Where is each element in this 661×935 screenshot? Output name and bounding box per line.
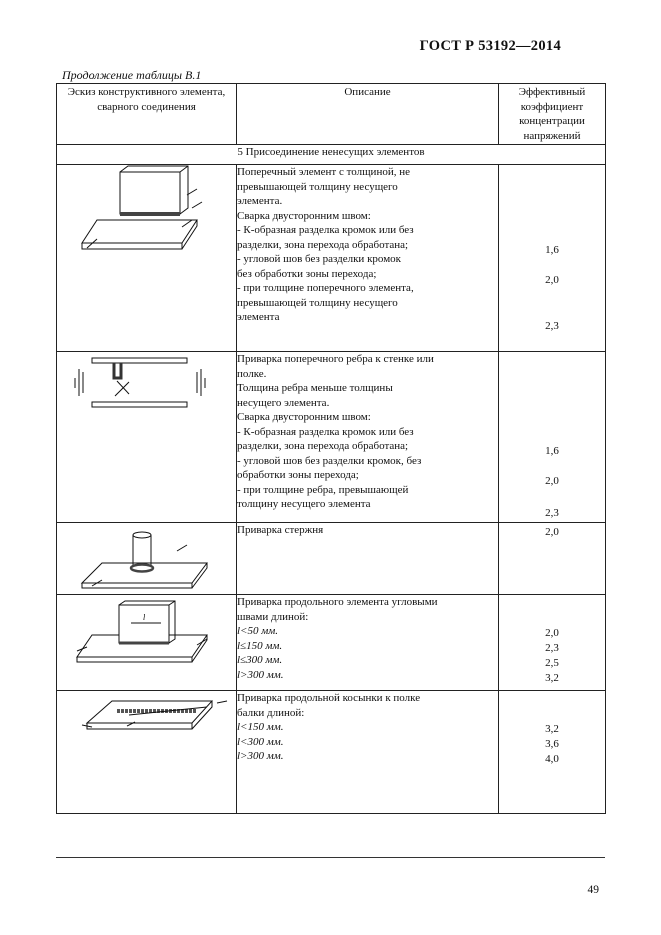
desc-line: Приварка поперечного ребра к стенке или [237,353,434,365]
gusset-sketch [57,691,237,813]
sketch-cell [57,165,237,352]
desc-line: l>300 мм. [237,668,284,681]
desc-line: элемента [237,311,280,323]
desc-line: l>300 мм. [237,750,284,762]
coefficient-value: 2,5 [545,657,559,669]
desc-line: - угловой шов без разделки кромок [237,253,402,265]
desc-line: полке. [237,367,267,380]
coefficient-value: 3,6 [545,738,559,750]
footer-rule [56,857,605,858]
coefficient-value: 2,0 [545,627,559,639]
coefficient-value: 3,2 [545,723,559,735]
longitudinal-element-sketch [57,595,237,690]
col-header-description: Описание [237,84,499,145]
desc-line: разделки, зона перехода обработана; [237,440,409,452]
coefficient-value: 3,2 [545,672,559,684]
transverse-rib-sketch [57,352,237,522]
coefficient-value: 2,3 [545,507,559,519]
table-row [57,352,606,523]
description-cell [237,165,499,352]
sketch-cell [57,352,237,523]
desc-line: разделки, зона перехода обработана; [237,238,409,251]
desc-line: - К-образная разделка кромок или без [237,425,414,438]
coefficient-value: 2,3 [545,320,559,332]
col-header-coefficient: Эффективный коэффициент концентрации напряжений [499,84,606,145]
table-header-row [57,84,606,145]
sketch-cell [57,691,237,814]
desc-line: швами длиной: [237,610,309,623]
desc-line: Приварка стержня [237,524,324,536]
sketch-cell [57,595,237,691]
coefficient-cell [499,352,606,523]
desc-line: обработки зоны перехода; [237,469,359,481]
desc-line: l<150 мм. [237,721,284,733]
table-continuation-caption: Продолжение таблицы В.1 [62,68,202,82]
section-title: 5 Присоединение ненесущих элементов [57,145,606,165]
coefficient-cell [499,595,606,691]
desc-line: Толщина ребра меньше толщины [237,382,393,394]
desc-line: без обработки зоны перехода; [237,267,377,280]
desc-line: l<50 мм. [237,625,279,637]
coefficient-value: 4,0 [545,753,559,765]
col-header-sketch: Эскиз конструктивного элемента, сварного соединения [57,84,237,145]
desc-line: толщину несущего элемента [237,498,371,510]
section-row [57,145,606,165]
coefficient-cell [499,165,606,352]
standard-designation: ГОСТ Р 53192—2014 [419,38,561,54]
coefficient-cell [499,691,606,814]
desc-line: - угловой шов без разделки кромок, без [237,454,422,467]
coefficient-value: 1,6 [545,445,559,457]
coefficient-value: 2,0 [545,475,559,487]
desc-line: - при толщине поперечного элемента, [237,282,414,294]
coefficient-value: 2,0 [545,526,559,538]
desc-line: - при толщине ребра, превышающей [237,483,409,496]
description-cell [237,523,499,595]
coefficient-value: 1,6 [545,244,559,256]
desc-line: элемента. [237,195,283,207]
desc-line: Приварка продольного элемента угловыми [237,596,438,608]
desc-line: несущего элемента. [237,396,330,409]
stud-sketch [57,523,237,594]
desc-line: балки длиной: [237,706,305,719]
table-row [57,595,606,691]
coefficient-value: 2,3 [545,642,559,654]
sketch-cell [57,523,237,595]
description-cell [237,691,499,814]
page-number: 49 [587,884,599,896]
desc-line: Поперечный элемент с толщиной, не [237,166,410,178]
coefficients-table [56,83,606,814]
desc-line: Сварка двусторонним швом: [237,209,371,222]
desc-line: l≤150 мм. [237,639,283,652]
desc-line: l<300 мм. [237,735,284,748]
desc-line: превышающей толщину несущего [237,296,398,309]
desc-line: - К-образная разделка кромок или без [237,224,414,236]
length-label: l [143,613,146,622]
desc-line: Сварка двусторонним швом: [237,411,371,423]
desc-line: l≤300 мм. [237,654,283,666]
table-row [57,165,606,352]
desc-line: превышающей толщину несущего [237,180,398,193]
description-cell [237,352,499,523]
description-cell [237,595,499,691]
transverse-plate-sketch [57,165,237,351]
coefficient-cell [499,523,606,595]
desc-line: Приварка продольной косынки к полке [237,692,421,704]
table-row [57,691,606,814]
coefficient-value: 2,0 [545,274,559,286]
table-row [57,523,606,595]
